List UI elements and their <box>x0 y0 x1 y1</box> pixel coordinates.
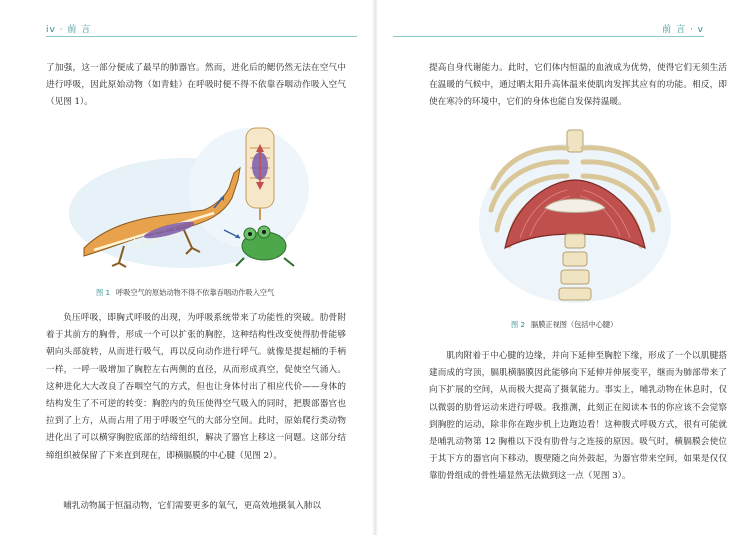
left-paragraph-2: 负压呼吸，即胸式呼吸的出现，为呼吸系统带来了功能性的突破。肋骨附着于其前方的胸骨，形成一个可以扩张的胸腔，这种结构性改变使得肋骨能够朝向头部旋转，从而进行吸气，再以反向动作进行呼气。就像是提起桶的手柄一样，一呼一吸增加了胸腔左右两侧的直径，从而形成真空，促使空气涌入。这种进化大大改良了吞咽空气的方式，但也让身体付出了相应代价——身体的结构发生了不可逆的转变：胸腔内的负压使得空气吸入的同时，把腹部器官也拉到了上方，从而占用了用于呼吸空气的大部分空间。此时，原始爬行类动物进化出了可以横穿胸腔底部的结缔组织，解决了器官上移这一问题。这部分结缔组织被保留了下来直到现在，即横膈膜的中心腱（见图 2）。 <box>46 313 346 461</box>
figure-2-caption-text: 膈膜正视图（包括中心腱） <box>531 320 618 329</box>
right-header-rule <box>393 36 704 37</box>
left-header-rule <box>46 36 357 37</box>
figure-2 <box>475 128 675 306</box>
right-paragraph-1: 提高自身代谢能力。此时，它们体内恒温的血液成为优势，使得它们无须生活在温暖的气候中，通过晒太阳升高体温来使肌肉发挥其应有的功能。相反，即使在寒冷的环境中，它们的身体也能自发保持温暖。 <box>429 63 727 108</box>
right-page <box>375 0 750 535</box>
figure-1-illustration <box>64 118 314 278</box>
right-running-head: 前 言 · v <box>662 25 704 35</box>
figure-2-illustration <box>475 128 675 306</box>
right-paragraph-2: 肌肉附着于中心腱的边缘，并向下延伸至胸腔下缘，形成了一个以肌腱搭建而成的穹顶，膈肌横膈膜因此能够向下延伸并伸展变平，继而为肺部带来了向下扩展的空间，从而极大提高了摄氧能力。事实上，哺乳动物在休息时，仅以微弱的肋骨运动来进行呼吸。我推测，此刻正在阅读本书的你应该不会觉察到胸腔的运动，除非你在跑步机上边跑边看！这种腹式呼吸方式，很有可能就是哺乳动物第 12 胸椎以下没有肋骨与之连接的原因。吸气时，横膈膜会使位于其下方的器官向下移动，腹壁随之向外鼓起，为器官带来空间，如果是仅仅靠肋骨组成的骨性墙显然无法做到这一点（见图 3）。 <box>429 351 727 482</box>
left-paragraph-1: 了加强，这一部分便成了最早的肺器官。然而，进化后的鳃仍然无法在空气中进行呼吸，因此原始动物（如青蛙）在呼吸时便不得不依靠吞咽动作吸入空气（见图 1）。 <box>46 63 346 108</box>
lumbar-vertebra-4 <box>559 288 591 300</box>
figure-1-caption-text: 呼吸空气的原始动物不得不依靠吞咽动作吸入空气 <box>116 288 275 297</box>
lumbar-vertebra-2 <box>563 252 587 266</box>
lumbar-vertebra-3 <box>561 270 589 284</box>
figure-2-number: 图 2 <box>511 320 526 329</box>
figure-1-number: 图 1 <box>96 288 111 297</box>
frog-pupil-left <box>248 232 252 236</box>
lumbar-vertebra-1 <box>565 234 585 248</box>
figure-1 <box>64 118 314 278</box>
frog-pupil-right <box>262 230 266 234</box>
figure-1-caption <box>96 288 274 298</box>
figure-2-caption <box>511 320 617 330</box>
left-paragraph-3: 哺乳动物属于恒温动物，它们需要更多的氧气，更高效地摄氧入肺以 <box>63 501 322 511</box>
left-running-head: iv · 前 言 <box>46 25 92 35</box>
